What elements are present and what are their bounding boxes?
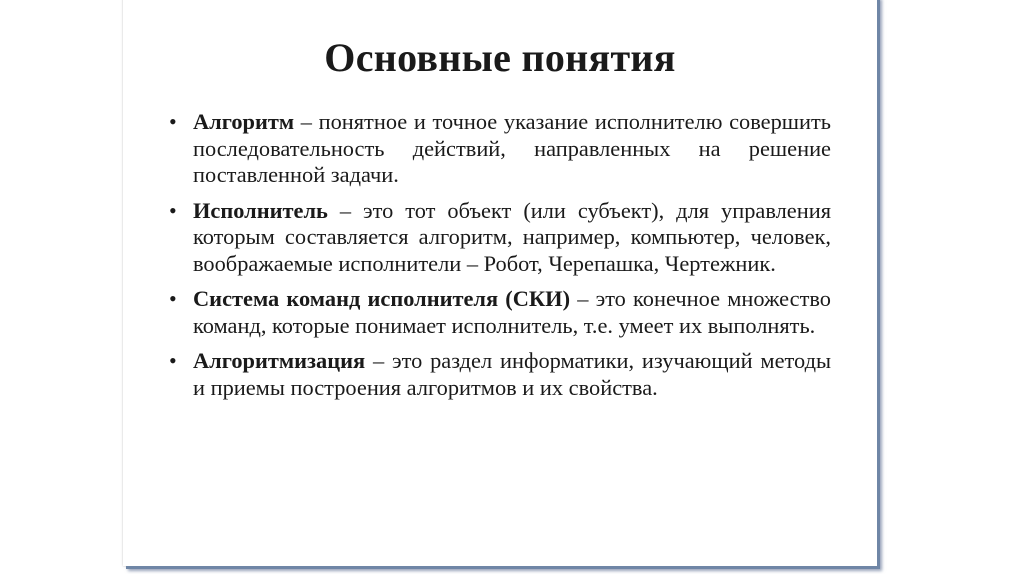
bullet-item-executor — [167, 198, 831, 278]
definition-executor: – это тот объект (или субъект), для управления которым составляется алгоритм, например, компьютер, человек, воображаемые исполнители – Робот, Черепашка, Чертежник. — [193, 197, 831, 276]
bullet-item-command-system — [167, 286, 831, 339]
bullet-item-algorithm — [167, 109, 831, 189]
term-executor: Исполнитель — [193, 197, 328, 223]
bullet-icon: • — [169, 348, 177, 373]
bullet-icon: • — [169, 109, 177, 134]
bullet-list — [167, 109, 831, 410]
definition-algorithm: – понятное и точное указание исполнителю совершить последовательность действий, направленных на решение поставленной задачи. — [193, 109, 831, 187]
term-algorithmization: Алгоритмизация — [193, 348, 366, 373]
definition-command-system: – это конечное множество команд, которые понимает исполнитель, т.е. умеет их выполнять. — [193, 286, 831, 338]
bullet-item-algorithmization — [167, 348, 831, 401]
slide-title: Основные понятия — [324, 35, 676, 80]
definition-algorithmization: – это раздел информатики, изучающий методы и приемы построения алгоритмов и их свойства. — [193, 348, 831, 400]
term-command-system: Система команд исполнителя (СКИ) — [193, 286, 571, 311]
slide — [123, 0, 877, 566]
bullet-icon: • — [169, 286, 177, 311]
term-algorithm: Алгоритм — [193, 109, 295, 134]
bullet-icon: • — [169, 197, 177, 223]
